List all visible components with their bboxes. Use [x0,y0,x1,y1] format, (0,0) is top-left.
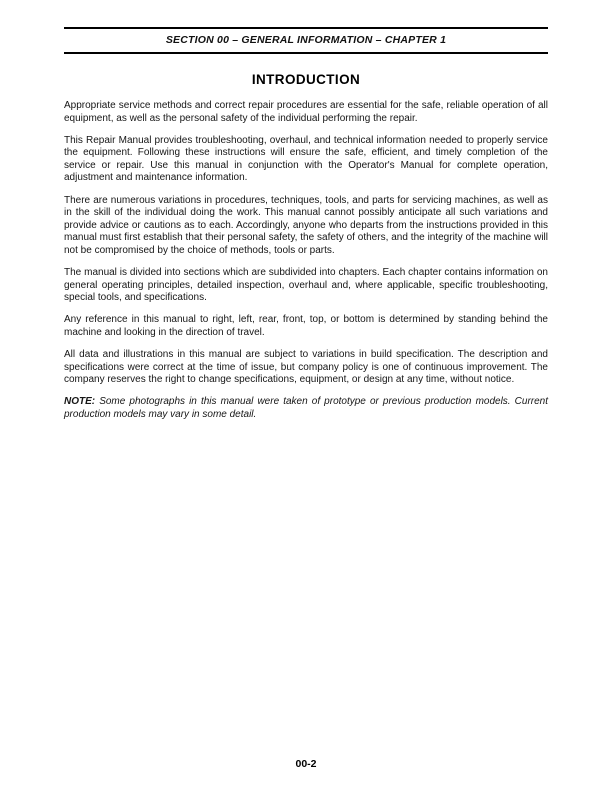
paragraph-6: All data and illustrations in this manual are subject to variations in build specification. The description and specifications were correct at the time of issue, but company policy is one of continuous improvement. The company reserves the right to change specifications, equipment, or design at any time, without notice. [64,349,548,386]
body-text [64,100,548,421]
running-header: SECTION 00 – GENERAL INFORMATION – CHAPTER 1 [165,34,447,46]
paragraph-4: The manual is divided into sections which are subdivided into chapters. Each chapter contains information on general operating principles, detailed inspection, overhaul and, where applicable, specific troubleshooting, special tools, and specifications. [64,267,548,304]
paragraph-2: This Repair Manual provides troubleshooting, overhaul, and technical information needed to properly service the equipment. Following these instructions will ensure the safe, efficient, and timely completion of the service or repair. Use this manual in conjunction with the Operator's Manual for complete operation, adjustment and maintenance information. [64,134,548,184]
paragraph-1: Appropriate service methods and correct repair procedures are essential for the safe, reliable operation of all equipment, as well as the personal safety of the individual performing the repair. [64,100,548,124]
paragraph-3: There are numerous variations in procedures, techniques, tools, and parts for servicing machines, as well as in the skill of the individual doing the work. This manual cannot possibly anticipate all such variations and provide advice or cautions as to each. Accordingly, anyone who departs from the instructions provided in this manual must first establish that their personal safety, the safety of others, and the integrity of the machine will not be compromised by the choice of methods, tools or parts. [64,194,548,256]
page-title: INTRODUCTION [251,72,361,87]
page-number: 00-2 [295,758,317,770]
note-label: NOTE: [64,396,96,408]
note-paragraph [64,396,548,421]
paragraph-5: Any reference in this manual to right, left, rear, front, top, or bottom is determined by standing behind the machine and looking in the direction of travel. [64,314,548,338]
note-text: Some photographs in this manual were taken of prototype or previous production models. Current production models may vary in some detail. [64,396,549,420]
header-rule-bottom [64,52,548,54]
